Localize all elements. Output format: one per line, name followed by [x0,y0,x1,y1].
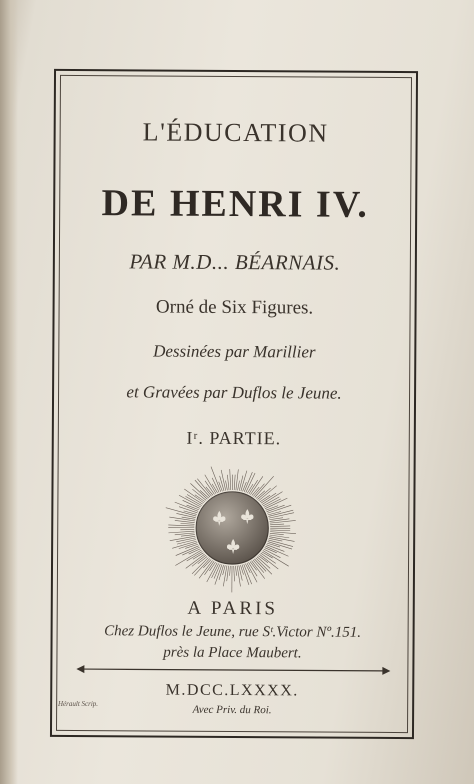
sun-ray [175,520,195,522]
sun-ray [220,476,225,491]
sun-ray [225,481,227,491]
sun-ray [169,517,195,521]
sun-ray [238,481,240,491]
ornamental-rule [74,663,392,677]
sun-ray [267,543,280,547]
sun-ray [184,511,197,515]
sun-ray [227,566,229,581]
sun-ray [176,513,195,517]
book-gutter-shadow [0,0,18,784]
author-line: PAR M.D... BÉARNAIS. [129,249,341,275]
sun-ray [221,470,226,491]
sun-ray [205,475,216,494]
sun-ray [180,529,194,530]
sun-ray [270,524,284,525]
sun-ray [237,566,241,587]
sun-ray [235,566,236,576]
imprint-year: M.DCC.LXXXX. [165,681,299,700]
sun-ray [270,533,284,534]
sun-ray [268,511,281,515]
sun-ray [270,532,296,534]
sun-ray [227,475,229,490]
sun-ray [270,526,290,527]
royal-privilege: Avec Priv. du Roi. [192,703,272,717]
sun-ray [255,476,274,497]
radiant-sun-fleur-de-lis-icon [149,455,316,600]
sun-ray [230,566,231,576]
part-label: Iʳ. PARTIE. [186,427,282,449]
sun-ray [182,547,199,555]
title-page-frame [50,69,418,739]
sun-ray [185,544,198,548]
sun-ray [175,533,195,535]
imprint-address: près la Place Maubert. [163,644,302,662]
sun-ray [230,469,231,490]
sun-ray [204,561,214,575]
sun-ray [263,551,289,567]
sun-ray [269,518,283,520]
sun-ray [234,566,235,581]
title-line-2: DE HENRI IV. [101,182,369,226]
sun-ray [264,499,281,508]
sun-ray [239,476,243,491]
title-line-1: L'ÉDUCATION [142,117,329,148]
engraver-signature: Hérault Scrip. [58,700,99,708]
sun-ray [168,525,194,526]
sun-ray [270,530,290,531]
sun-ray [180,523,194,524]
sun-ray [234,475,235,490]
sun-ray [181,534,195,536]
sun-ray [176,546,199,556]
sun-ray [223,566,227,587]
engraved-by-line: et Gravées par Duflos le Jeune. [126,382,342,403]
imprint-publisher: Chez Duflos le Jeune, rue Sᵗ.Victor Nº.151. [104,623,362,641]
sun-ray [265,498,287,509]
imprint-city: A PARIS [187,597,279,620]
sun-ray [176,538,195,542]
illustrations-note: Orné de Six Figures. [155,296,314,319]
sun-ray [168,531,194,533]
drawn-by-line: Dessinées par Marillier [153,341,316,362]
sun-ray [266,546,289,556]
sun-ray [249,480,258,494]
